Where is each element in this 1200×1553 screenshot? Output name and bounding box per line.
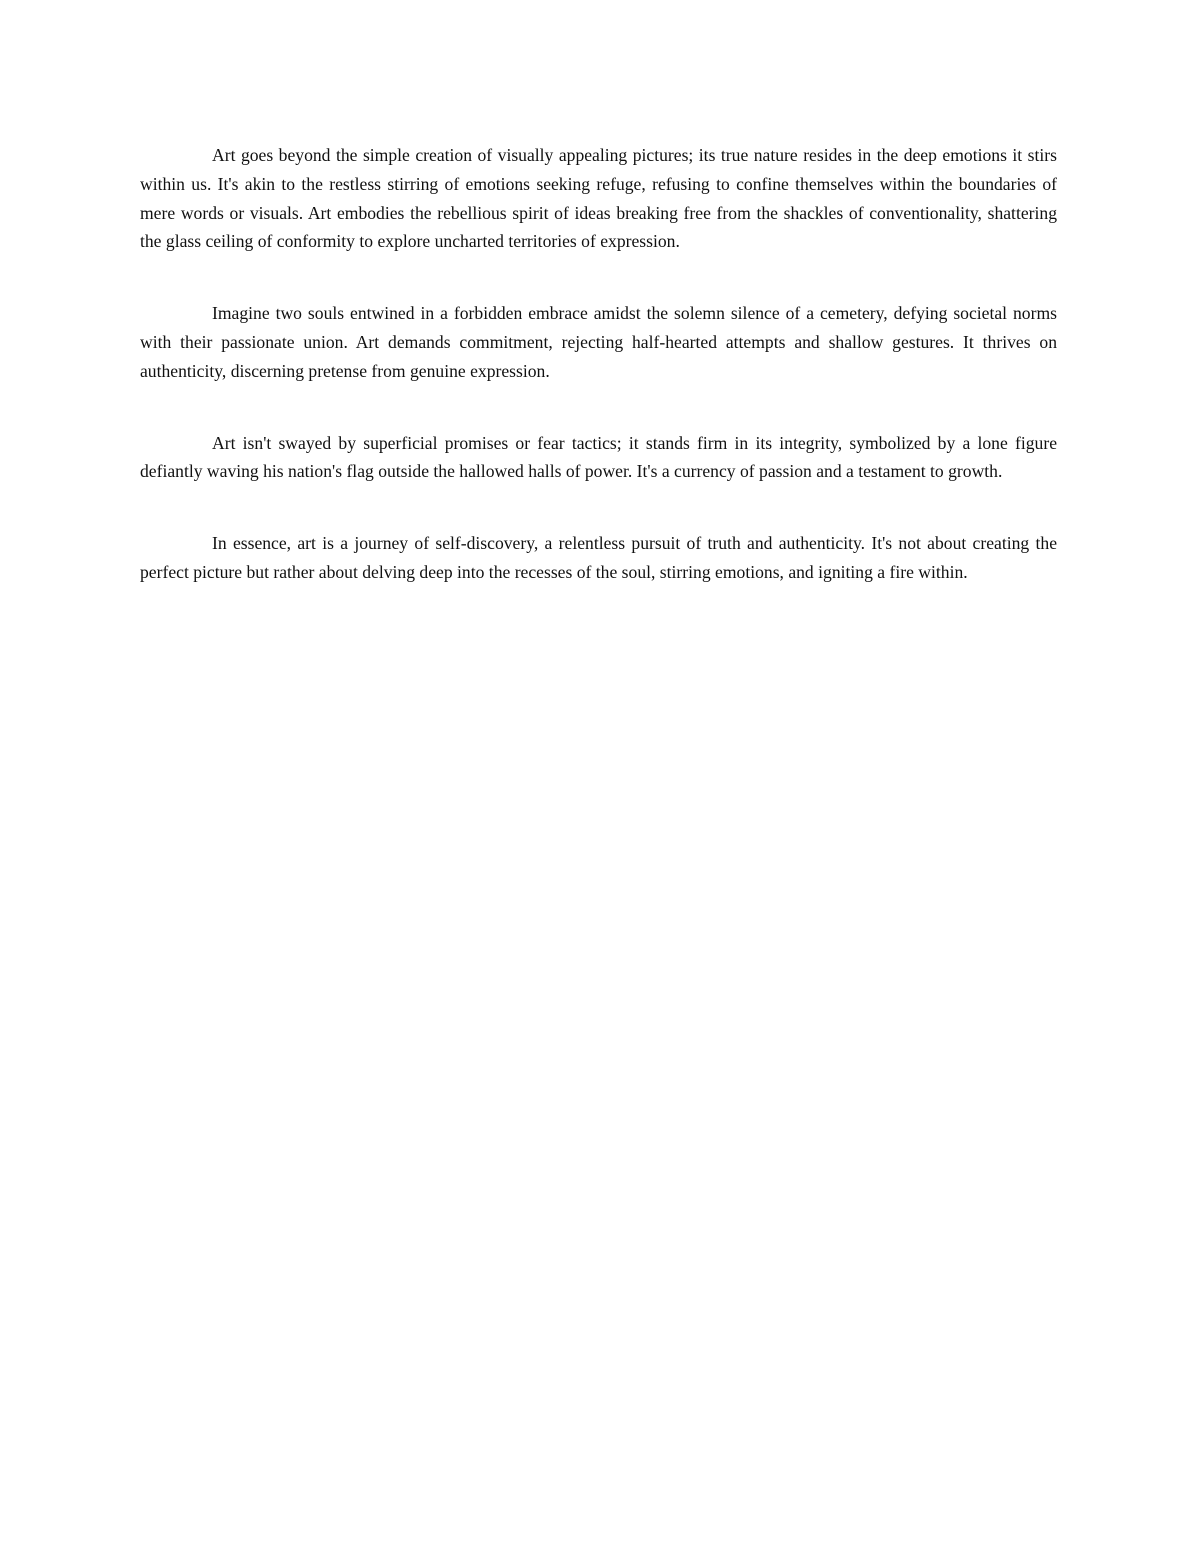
paragraph-4: In essence, art is a journey of self-discovery, a relentless pursuit of truth and authenticity. It's not about creating the perfect picture but rather about delving deep into the recesses of the soul, stirring emotions, and igniting a fire within. <box>140 533 1057 582</box>
document-body <box>140 141 1057 630</box>
paragraph-2: Imagine two souls entwined in a forbidden embrace amidst the solemn silence of a cemetery, defying societal norms with their passionate union. Art demands commitment, rejecting half-hearted attempts and shallow gestures. It thrives on authenticity, discerning pretense from genuine expression. <box>140 303 1057 381</box>
paragraph-1: Art goes beyond the simple creation of visually appealing pictures; its true nature resides in the deep emotions it stirs within us. It's akin to the restless stirring of emotions seeking refuge, refusing to confine themselves within the boundaries of mere words or visuals. Art embodies the rebellious spirit of ideas breaking free from the shackles of conventionality, shattering the glass ceiling of conformity to explore uncharted territories of expression. <box>140 145 1057 252</box>
paragraph-3: Art isn't swayed by superficial promises or fear tactics; it stands firm in its integrity, symbolized by a lone figure defiantly waving his nation's flag outside the hallowed halls of power. It's a currency of passion and a testament to growth. <box>140 432 1057 482</box>
